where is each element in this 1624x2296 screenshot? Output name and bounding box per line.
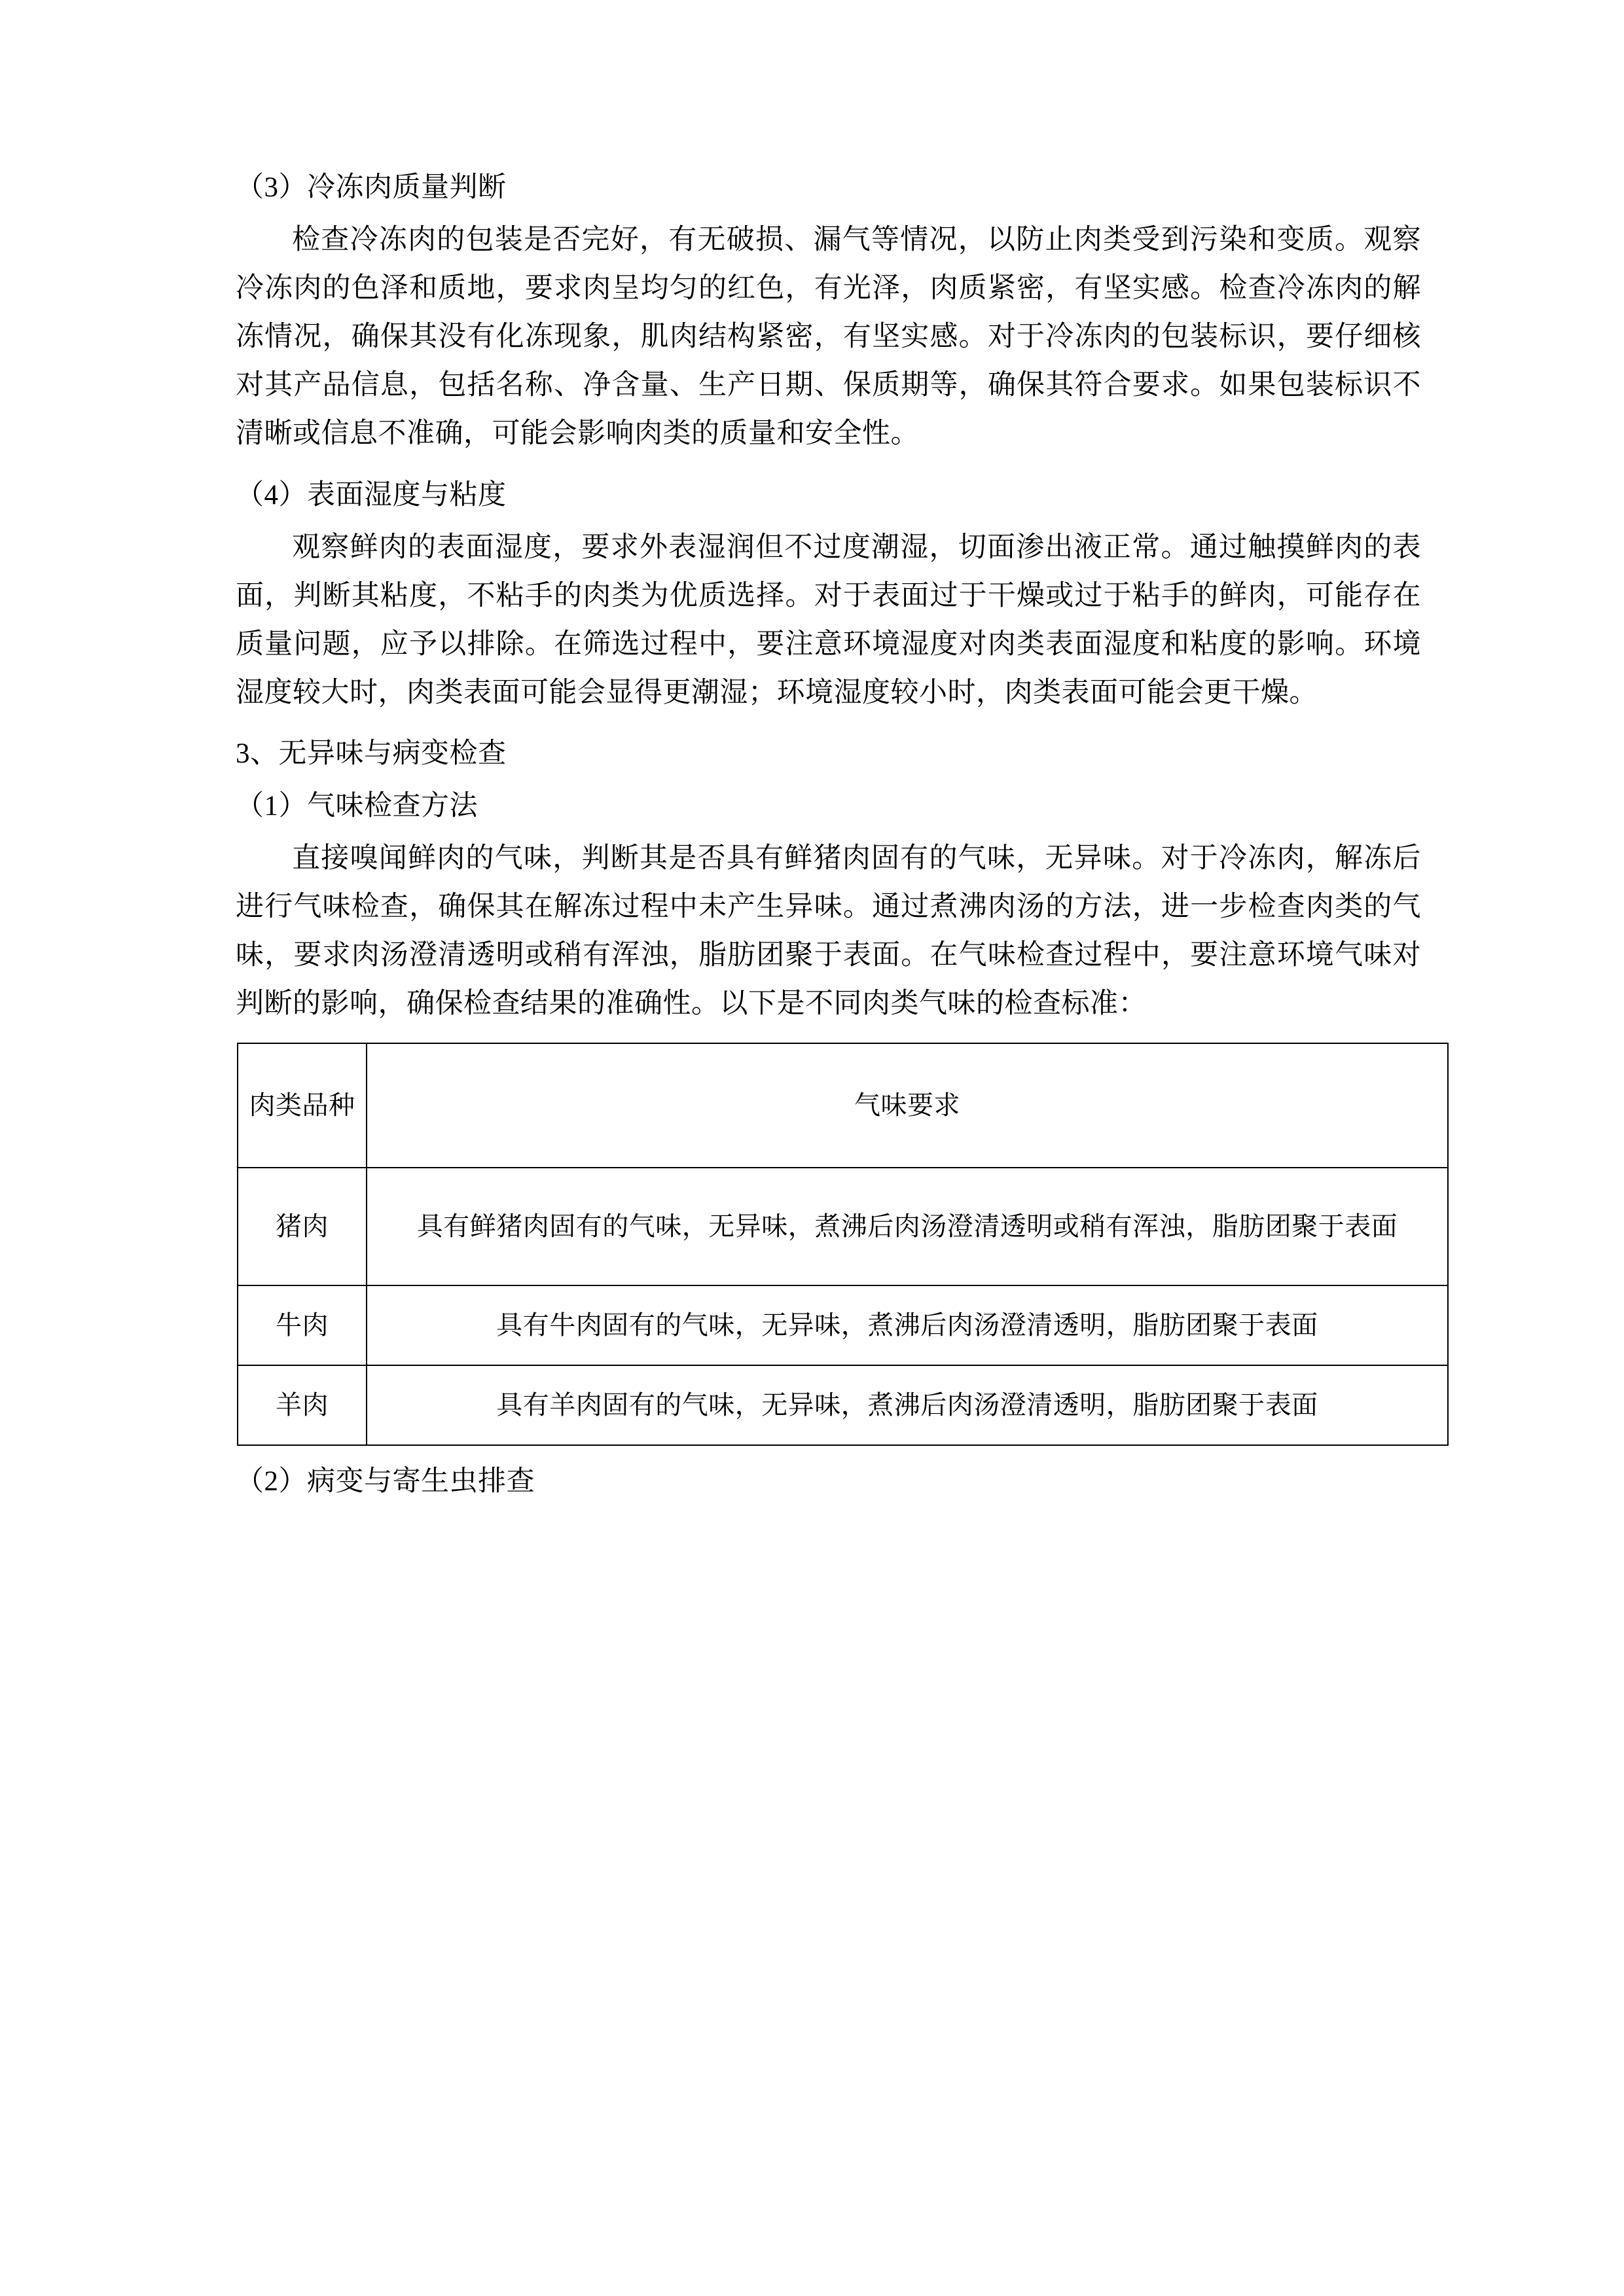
section-heading-odor-method: （1）气味检查方法 [236, 791, 478, 822]
paragraph-frozen-meat-quality: 检查冷冻肉的包装是否完好，有无破损、漏气等情况，以防止肉类受到污染和变质。观察冷冻肉的色泽和质地，要求肉呈均匀的红色，有光泽，肉质紧密，有坚实感。检查冷冻肉的解冻情况，确保其没有化冻现象，肌肉结构紧密，有坚实感。对于冷冻肉的包装标识，要仔细核对其产品信息，包括名称、净含量、生产日期、保质期等，确保其符合要求。如果包装标识不清晰或信息不准确，可能会影响肉类的质量和安全性。 [236, 224, 1421, 449]
table-cell-kind: 猪肉 [238, 1168, 367, 1285]
section-heading-odor-lesion-check: 3、无异味与病变检查 [236, 738, 507, 770]
table-row [238, 1168, 1448, 1285]
table-header-kind: 肉类品种 [238, 1043, 367, 1168]
spacer [236, 721, 1421, 730]
section-heading-surface-moisture: （4）表面湿度与粘度 [236, 479, 507, 511]
table-cell-requirement: 具有牛肉固有的气味，无异味，煮沸后肉汤澄清透明，脂肪团聚于表面 [367, 1285, 1448, 1365]
table-cell-kind: 牛肉 [238, 1285, 367, 1365]
spacer [236, 462, 1421, 471]
table-cell-requirement: 具有羊肉固有的气味，无异味，煮沸后肉汤澄清透明，脂肪团聚于表面 [367, 1365, 1448, 1445]
paragraph-surface-moisture: 观察鲜肉的表面湿度，要求外表湿润但不过度潮湿，切面渗出液正常。通过触摸鲜肉的表面，判断其粘度，不粘手的肉类为优质选择。对于表面过于干燥或过于粘手的鲜肉，可能存在质量问题，应予以排除。在筛选过程中，要注意环境湿度对肉类表面湿度和粘度的影响。环境湿度较大时，肉类表面可能会显得更潮湿；环境湿度较小时，肉类表面可能会更干燥。 [236, 531, 1421, 708]
table-row [238, 1365, 1448, 1445]
odor-standard-table [237, 1043, 1449, 1446]
table-cell-kind: 羊肉 [238, 1365, 367, 1445]
section-heading-lesion-parasite: （2）病变与寄生虫排查 [236, 1466, 535, 1498]
table-cell-requirement: 具有鲜猪肉固有的气味，无异味，煮沸后肉汤澄清透明或稍有浑浊，脂肪团聚于表面 [367, 1168, 1448, 1285]
paragraph-odor-method: 直接嗅闻鲜肉的气味，判断其是否具有鲜猪肉固有的气味，无异味。对于冷冻肉，解冻后进行气味检查，确保其在解冻过程中未产生异味。通过煮沸肉汤的方法，进一步检查肉类的气味，要求肉汤澄清透明或稍有浑浊，脂肪团聚于表面。在气味检查过程中，要注意环境气味对判断的影响，确保检查结果的准确性。以下是不同肉类气味的检查标准： [236, 843, 1421, 1020]
table-header-row [238, 1043, 1448, 1168]
section-heading-frozen-meat-quality: （3）冷冻肉质量判断 [236, 172, 507, 203]
table-row [238, 1285, 1448, 1365]
document-body [236, 164, 1421, 1506]
table-header-requirement: 气味要求 [367, 1043, 1448, 1168]
